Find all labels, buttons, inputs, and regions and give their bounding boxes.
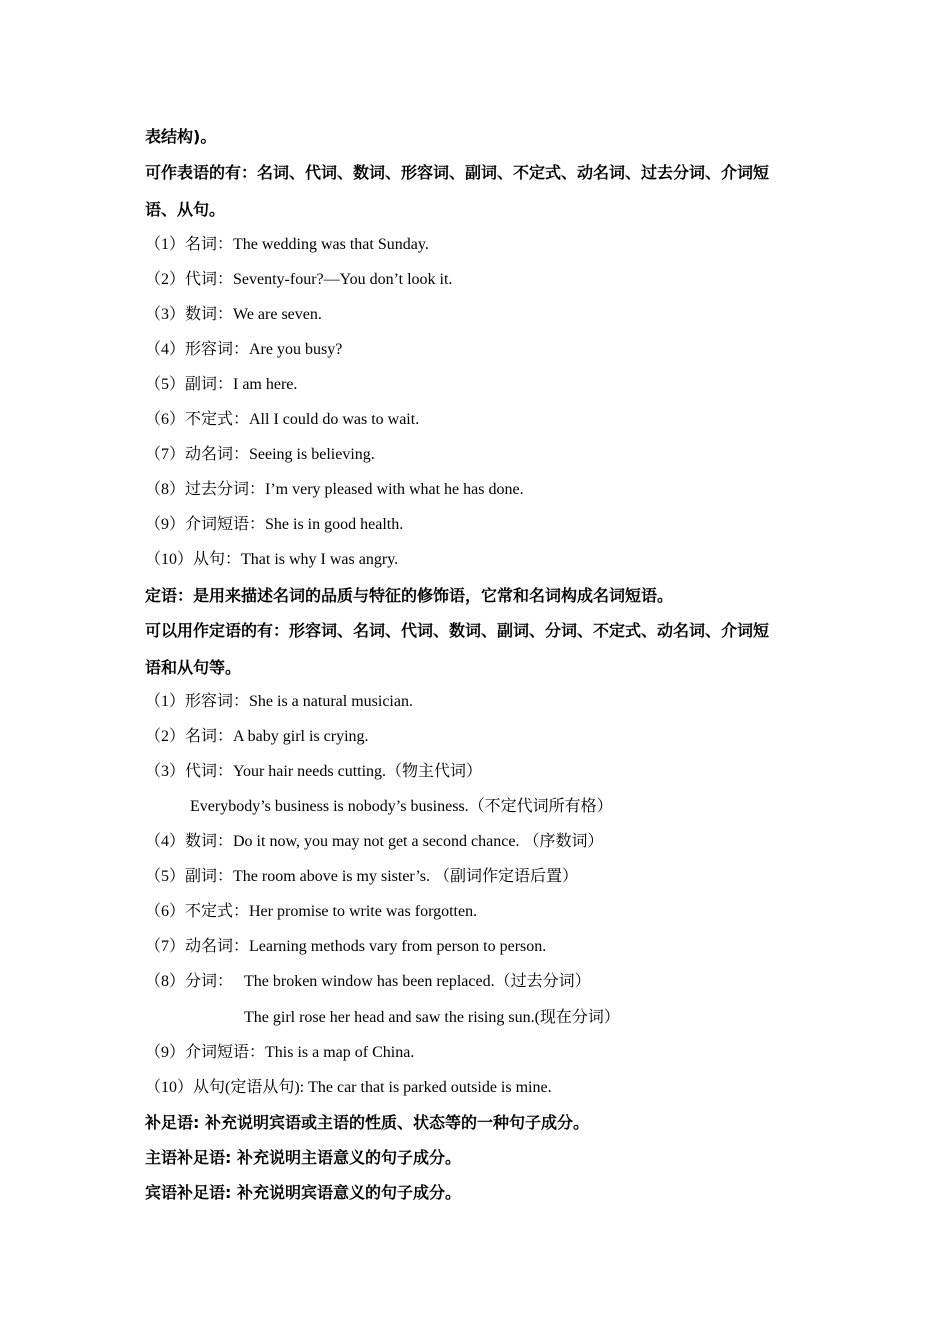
list-item: （7）动名词：Seeing is believing. [145,446,375,463]
list-item: （4）数词：Do it now, you may not get a second chance. （序数词） [145,833,604,850]
list-item: （5）副词：The room above is my sister’s. （副词作定语后置） [145,868,579,885]
list-item: （9）介词短语：This is a map of China. [145,1044,415,1061]
list-item: （5）副词：I am here. [145,376,298,393]
list-item: （10）从句：That is why I was angry. [145,551,399,568]
list-item: （3）代词：Your hair needs cutting.（物主代词） [145,763,483,780]
list-item: （8）过去分词：I’m very pleased with what he has done. [145,481,524,498]
list-item: （1）形容词：She is a natural musician. [145,693,413,710]
list-item-continuation: The girl rose her head and saw the rising sun.(现在分词） [244,1009,620,1026]
heading-attributive: 定语：是用来描述名词的品质与特征的修饰语，它常和名词构成名词短语。 [145,586,674,605]
text-line: 表结构)。 [145,127,217,146]
heading-predicative-types: 可作表语的有：名词、代词、数词、形容词、副词、不定式、动名词、过去分词、介词短 [145,163,770,182]
text-line: 语和从句等。 [145,658,242,677]
list-item: （7）动名词：Learning methods vary from person to person. [145,938,547,955]
text-line: 语、从句。 [145,200,226,219]
heading-subject-complement: 主语补足语: 补充说明主语意义的句子成分。 [145,1148,461,1167]
list-item: （6）不定式：Her promise to write was forgotten. [145,903,478,920]
list-item: （10）从句(定语从句): The car that is parked outside is mine. [145,1079,552,1096]
list-item: （6）不定式：All I could do was to wait. [145,411,420,428]
list-item: （2）代词：Seventy-four?—You don’t look it. [145,271,453,288]
list-item: （1）名词：The wedding was that Sunday. [145,236,429,253]
list-item-continuation: Everybody’s business is nobody’s business.（不定代词所有格） [190,798,613,815]
list-item-label: （8）分词： [145,973,234,990]
heading-complement: 补足语: 补充说明宾语或主语的性质、状态等的一种句子成分。 [145,1113,589,1132]
list-item-example: The broken window has been replaced.（过去分词） [244,973,591,990]
heading-attributive-types: 可以用作定语的有：形容词、名词、代词、数词、副词、分词、不定式、动名词、介词短 [145,621,770,640]
list-item: （9）介词短语：She is in good health. [145,516,404,533]
list-item: （4）形容词：Are you busy? [145,341,343,358]
list-item: （2）名词：A baby girl is crying. [145,728,369,745]
heading-object-complement: 宾语补足语: 补充说明宾语意义的句子成分。 [145,1183,461,1202]
list-item: （3）数词：We are seven. [145,306,322,323]
